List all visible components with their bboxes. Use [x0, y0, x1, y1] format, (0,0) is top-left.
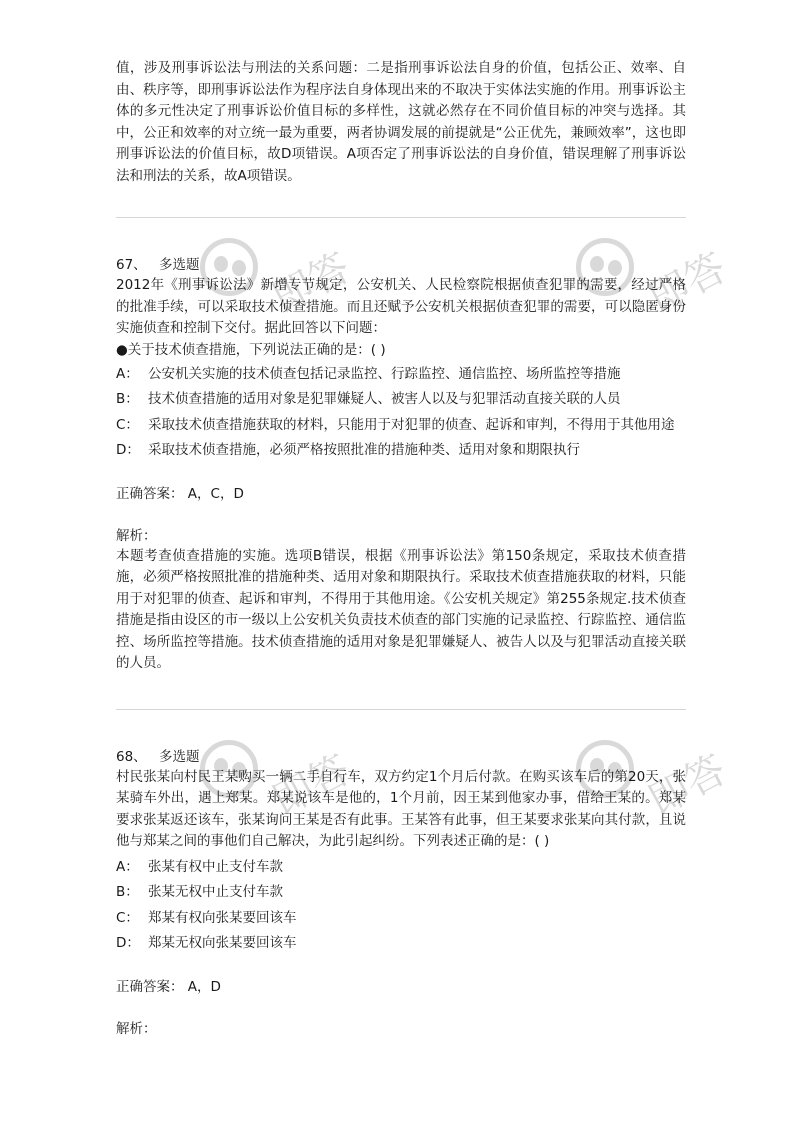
- question-67: [116, 255, 686, 675]
- watermark: 即答: [576, 740, 776, 840]
- option-b: B： 张某无权中止支付车款: [116, 884, 283, 900]
- correct-answer: 正确答案： A，D: [116, 978, 221, 995]
- option-d: D： 采取技术侦查措施，必须严格按照批准的措施种类、适用对象和期限执行: [116, 442, 580, 458]
- options-list: [116, 364, 686, 462]
- question-number: 67、: [116, 257, 147, 273]
- option-c: C： 郑某有权向张某要回该车: [116, 909, 297, 926]
- option-a: A： 张某有权中止支付车款: [116, 858, 283, 875]
- answer-value: A，D: [187, 978, 221, 995]
- question-header: [116, 255, 686, 275]
- question-68: [116, 747, 686, 1039]
- answer-value: A，C，D: [187, 485, 244, 502]
- options-list: [116, 857, 686, 955]
- question-stem: 2012年《刑事诉讼法》新增专节规定，公安机关、人民检察院根据侦查犯罪的需要，经过严格的批准手续，可以采取技术侦查措施。而且还赋予公安机关根据侦查犯罪的需要，可以隐匿身份实施侦查和控制下交付。据此回答以下问题：: [116, 277, 686, 336]
- option-a: A： 公安机关实施的技术侦查包括记录监控、行踪监控、通信监控、场所监控等措施: [116, 365, 621, 382]
- section-divider: [116, 217, 686, 218]
- analysis-label: 解析：: [116, 527, 157, 544]
- analysis-text: 本题考查侦查措施的实施。选项B错误，根据《刑事诉讼法》第150条规定，采取技术侦查措施，必须严格按照批准的措施种类、适用对象和期限执行。采取技术侦查措施获取的材料，只能用于对犯罪的侦查、起诉和审判，不得用于其他用途。《公安机关规定》第255条规定.技术侦查措施是指由设区的市一级以上公安机关负责技术侦查的部门实施的记录监控、行踪监控、通信监控、场所监控等措施。技术侦查措施的适用对象是犯罪嫌疑人、被告人以及与犯罪活动直接关联的人员。: [116, 547, 686, 671]
- question-number: 68、: [116, 748, 147, 765]
- correct-answer: 正确答案： A，C，D: [116, 485, 244, 502]
- option-d: D： 郑某无权向张某要回该车: [116, 935, 297, 951]
- option-b: B： 技术侦查措施的适用对象是犯罪嫌疑人、被害人以及与犯罪活动直接关联的人员: [116, 391, 621, 407]
- watermark: 即答: [200, 740, 400, 840]
- question-prompt: ●关于技术侦查措施，下列说法正确的是：( ): [116, 341, 386, 358]
- question-type: 多选题: [158, 257, 200, 273]
- analysis-label: 解析：: [116, 1020, 157, 1037]
- watermark: 即答: [576, 238, 776, 338]
- document-page: [116, 58, 686, 1039]
- question-header: [116, 747, 686, 767]
- watermark: 即答: [200, 238, 400, 338]
- option-c: C： 采取技术侦查措施获取的材料，只能用于对犯罪的侦查、起诉和审判，不得用于其他用途: [116, 416, 675, 433]
- question-type: 多选题: [158, 748, 200, 765]
- section-divider: [116, 709, 686, 710]
- question-stem: 村民张某向村民王某购买一辆二手自行车，双方约定1个月后付款。在购买该车后的第20天，张某骑车外出，遇上郑某。郑某说该车是他的，1个月前，因王某到他家办事，借给王某的。郑某要求张某返还该车，张某询问王某是否有此事。王某答有此事，但王某要求张某向其付款，且说他与郑某之间的事他们自己解决，为此引起纠纷。下列表述正确的是：( ): [116, 768, 686, 849]
- intro-paragraph: 值，涉及刑事诉讼法与刑法的关系问题：二是指刑事诉讼法自身的价值，包括公正、效率、自由、秩序等，即刑事诉讼法作为程序法自身体现出来的不取决于实体法实施的作用。刑事诉讼主体的多元性决定了刑事诉讼价值目标的多样性，这就必然存在不同价值目标的冲突与选择。其中，公正和效率的对立统一最为重要，两者协调发展的前提就是“公正优先，兼顾效率”，这也即刑事诉讼法的价值目标，故D项错误。A项否定了刑事诉讼法的自身价值，错误理解了刑事诉讼法和刑法的关系，故A项错误。: [116, 60, 686, 184]
